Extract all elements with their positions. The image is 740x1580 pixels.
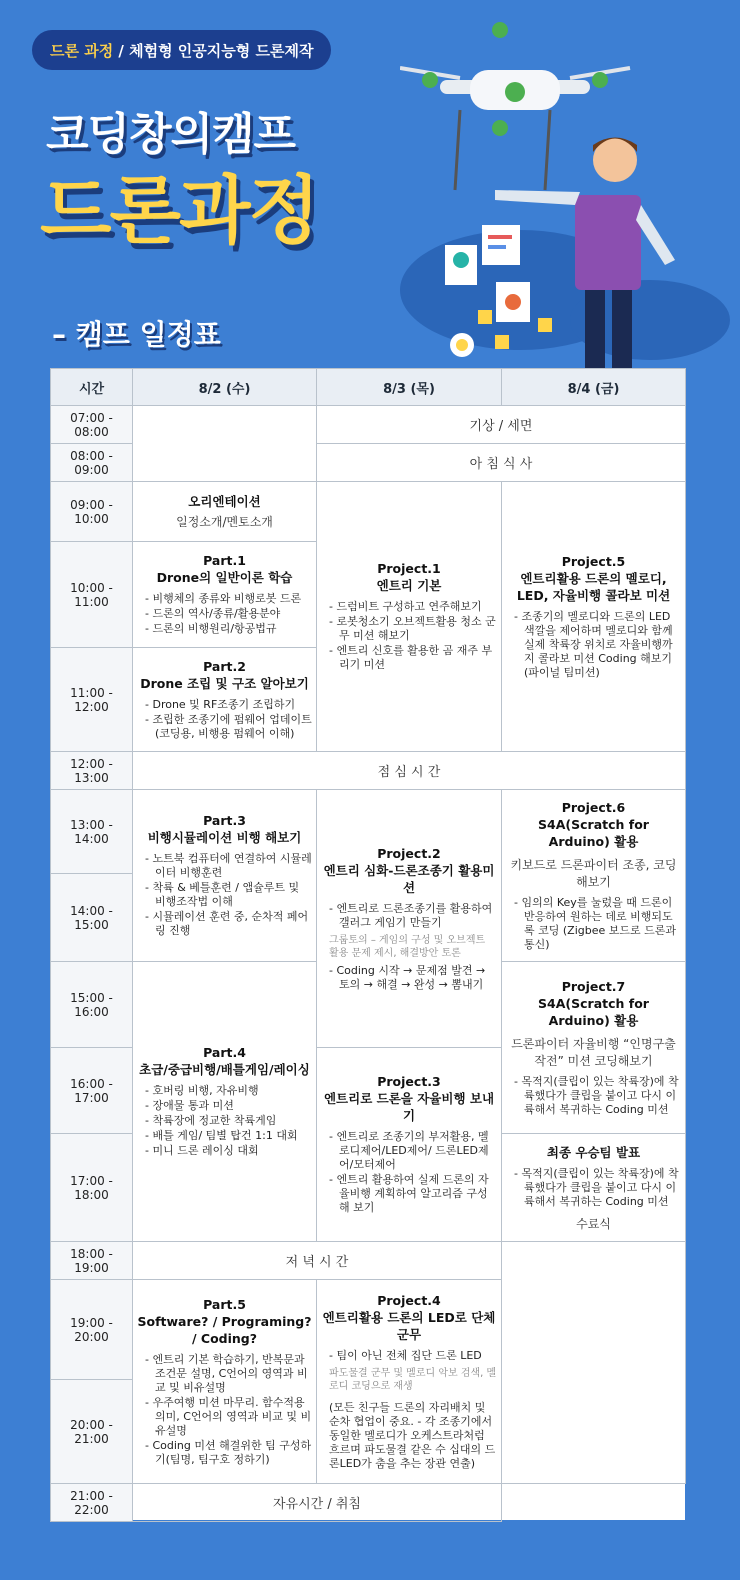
empty-cell xyxy=(133,406,317,482)
part1-cell xyxy=(133,542,317,648)
project6-cell xyxy=(502,790,686,962)
project3-list xyxy=(321,1130,497,1215)
list-item: - 드럼비트 구성하고 연주해보기 xyxy=(329,600,497,614)
breakfast-cell: 아 침 식 사 xyxy=(317,444,686,482)
free-time-cell: 자유시간 / 취침 xyxy=(133,1484,502,1522)
project3-cell xyxy=(317,1048,502,1242)
list-item: - 착륙 & 베틀훈련 / 앱슐루트 및 비행조작법 이해 xyxy=(145,881,312,909)
part5-title2: Software? / Programing? / Coding? xyxy=(137,1313,312,1346)
project6-title1: Project.6 xyxy=(561,799,626,815)
list-item: - 시뮬레이션 훈련 중, 순차적 페어링 진행 xyxy=(145,910,312,938)
project1-title1: Project.1 xyxy=(377,561,441,576)
list-item: - 엔트리 기본 학습하기, 반복문과 조건문 설명, C언어의 영역과 비교 및 비유설명 xyxy=(145,1353,312,1395)
list-item: - 착륙장에 정교한 착륙게임 xyxy=(145,1114,312,1128)
header-day2: 8/3 (목) xyxy=(317,369,502,406)
list-item: - 우주여행 미션 마무리. 함수적용의미, C언어의 영역과 비교 및 비유설명 xyxy=(145,1396,312,1438)
time-slot: 17:00 - 18:00 xyxy=(51,1134,133,1242)
list-item: - Coding 시작 → 문제점 발견 → 토의 → 해결 → 완성 → 뽐내기 xyxy=(329,964,497,992)
schedule-table-wrap xyxy=(50,368,685,1520)
list-item: - 미니 드론 레이싱 대회 xyxy=(145,1144,312,1158)
part4-title2: 초급/중급비행/배틀게임/레이싱 xyxy=(139,1062,310,1077)
part3-title2: 비행시뮬레이션 비행 해보기 xyxy=(147,830,302,845)
project7-title2: S4A(Scratch for Arduino) 활용 xyxy=(538,995,649,1028)
project7-cell xyxy=(502,962,686,1134)
project7-title1: Project.7 xyxy=(561,978,626,994)
project4-title1: Project.4 xyxy=(377,1293,441,1308)
header-time: 시간 xyxy=(51,369,133,406)
time-slot: 18:00 - 19:00 xyxy=(51,1242,133,1280)
time-slot: 09:00 - 10:00 xyxy=(51,482,133,542)
list-item: - 드론의 비행원리/항공법규 xyxy=(145,622,312,636)
header-day1: 8/2 (수) xyxy=(133,369,317,406)
final-title: 최종 우승팀 발표 xyxy=(546,1144,641,1160)
part4-title1: Part.4 xyxy=(203,1045,246,1060)
time-slot: 14:00 - 15:00 xyxy=(51,874,133,962)
course-label: 드론 과정 xyxy=(50,41,114,60)
list-item: - 배틀 게임/ 팀별 탑건 1:1 대회 xyxy=(145,1129,312,1143)
part1-list xyxy=(137,592,312,636)
part5-list xyxy=(137,1353,312,1467)
project1-cell xyxy=(317,482,502,752)
part5-title1: Part.5 xyxy=(203,1296,246,1312)
project1-title2: 엔트리 기본 xyxy=(376,578,442,593)
time-slot: 16:00 - 17:00 xyxy=(51,1048,133,1134)
list-item: - 팀이 아닌 전체 집단 드론 LED xyxy=(329,1349,497,1363)
project6-sub: 키보드로 드론파이터 조종, 코딩해보기 xyxy=(510,857,677,889)
time-slot: 21:00 - 22:00 xyxy=(51,1484,133,1522)
time-slot: 15:00 - 16:00 xyxy=(51,962,133,1048)
part2-cell xyxy=(133,648,317,752)
list-item: - 장애물 통과 미션 xyxy=(145,1099,312,1113)
course-desc: / 체험형 인공지능형 드론제작 xyxy=(113,41,314,60)
list-item: - 드론의 역사/종류/활용분야 xyxy=(145,607,312,621)
list-item: - 목적지(클립이 있는 착륙장)에 착륙했다가 클립을 붙이고 다시 이륙해서 복귀하는 Coding 미션 xyxy=(514,1075,681,1117)
project4-list xyxy=(321,1349,497,1363)
part4-cell xyxy=(133,962,317,1242)
part5-cell xyxy=(133,1280,317,1484)
list-item: - Drone 및 RF조종기 조립하기 xyxy=(145,698,312,712)
wake-cell: 기상 / 세면 xyxy=(317,406,686,444)
list-item: - 엔트리로 드론조종기를 활용하여 갤러그 게임기 만들기 xyxy=(329,902,497,930)
project3-title1: Project.3 xyxy=(377,1074,441,1089)
orientation-title: 오리엔테이션 xyxy=(188,493,261,509)
time-slot: 13:00 - 14:00 xyxy=(51,790,133,874)
part3-title1: Part.3 xyxy=(203,813,246,828)
project4-cell xyxy=(317,1280,502,1484)
list-item: - 조종기의 멜로디와 드론의 LED색깔을 제어하며 멜로디와 함께 실제 착륙장 위치로 자율비행까지 콜라보 미션 Coding 해보기 (파이널 팀미션) xyxy=(514,610,681,680)
drone-teacher-illustration xyxy=(400,20,730,370)
project6-list xyxy=(506,896,681,952)
time-slot: 08:00 - 09:00 xyxy=(51,444,133,482)
list-item: - Coding 미션 해결위한 팀 구성하기(팀명, 팀구호 정하기) xyxy=(145,1439,312,1467)
project2-list xyxy=(321,902,497,930)
time-slot: 20:00 - 21:00 xyxy=(51,1380,133,1484)
project2-title1: Project.2 xyxy=(377,845,441,861)
list-item: - 조립한 조종기에 펌웨어 업데이트 (코딩용, 비행용 펌웨어 이해) xyxy=(145,713,312,741)
list-item: - 목적지(클립이 있는 착륙장)에 착륙했다가 클립을 붙이고 다시 이륙해서 복귀하는 Coding 미션 xyxy=(514,1167,681,1209)
part3-list xyxy=(137,852,312,938)
course-pill xyxy=(32,30,331,70)
project4-title2: 엔트리활용 드론의 LED로 단체군무 xyxy=(322,1310,496,1342)
part3-cell xyxy=(133,790,317,962)
project3-title2: 엔트리로 드론을 자율비행 보내기 xyxy=(323,1091,495,1123)
project5-list xyxy=(506,610,681,680)
time-slot: 11:00 - 12:00 xyxy=(51,648,133,752)
project6-title2: S4A(Scratch for Arduino) 활용 xyxy=(538,816,649,849)
orientation-sub: 일정소개/멘토소개 xyxy=(176,514,273,529)
project4-para: (모든 친구들 드론의 자리배치 및 순차 협업이 중요. - 각 조종기에서 동일한 멜로디가 오케스트라처럼 흐르며 파도물결 같은 수 십대의 드론LED가 춤을 추는 장관 연출) xyxy=(329,1401,496,1470)
project2-note: 그룹토의 – 게임의 구성 및 오브젝트 활용 문제 제시, 해결방안 토론 xyxy=(329,934,486,959)
part2-list xyxy=(137,698,312,741)
part1-title1: Part.1 xyxy=(203,553,246,568)
project7-sub: 드론파이터 자율비행 “인명구출작전” 미션 코딩해보기 xyxy=(511,1036,676,1068)
time-slot: 19:00 - 20:00 xyxy=(51,1280,133,1380)
orientation-cell xyxy=(133,482,317,542)
final-cell xyxy=(502,1134,686,1242)
project2-list2 xyxy=(321,964,497,992)
title-line1: 코딩창의캠프 xyxy=(46,109,296,160)
closing-ceremony: 수료식 xyxy=(576,1216,611,1231)
empty-cell xyxy=(502,1242,686,1484)
part2-title2: Drone 조립 및 구조 알아보기 xyxy=(140,675,309,691)
project5-title1: Project.5 xyxy=(561,553,626,569)
dinner-cell: 저 녁 시 간 xyxy=(133,1242,502,1280)
schedule-heading: – 캠프 일정표 xyxy=(52,318,221,351)
project1-list xyxy=(321,600,497,672)
list-item: - 임의의 Key를 눌렀을 때 드론이 반응하여 원하는 데로 비행되도록 코딩 (Zigbee 보드로 드론과 통신) xyxy=(514,896,681,952)
list-item: - 비행체의 종류와 비행로봇 드론 xyxy=(145,592,312,606)
time-slot: 10:00 - 11:00 xyxy=(51,542,133,648)
schedule-table xyxy=(50,368,686,1522)
time-slot: 12:00 - 13:00 xyxy=(51,752,133,790)
list-item: - 로봇청소기 오브젝트활용 청소 군무 미션 해보기 xyxy=(329,615,497,643)
part4-list xyxy=(137,1084,312,1158)
part1-title2: Drone의 일반이론 학습 xyxy=(156,570,293,585)
project2-title2: 엔트리 심화-드론조종기 활용미션 xyxy=(323,862,495,895)
list-item: - 엔트리 신호를 활용한 곰 재주 부리기 미션 xyxy=(329,644,497,672)
header-day3: 8/4 (금) xyxy=(502,369,686,406)
list-item: - 엔트리로 조종기의 부저활용, 멜로디제어/LED제어/ 드론LED제어/모터제어 xyxy=(329,1130,497,1172)
final-list xyxy=(506,1167,681,1209)
project2-cell xyxy=(317,790,502,1048)
hero-banner xyxy=(0,0,740,370)
project5-cell xyxy=(502,482,686,752)
project5-title2: 엔트리활용 드론의 멜로디, LED, 자율비행 콜라보 미션 xyxy=(516,570,671,603)
project4-note: 파도물결 군무 및 멜로디 악보 검색, 멜로디 코딩으로 재생 xyxy=(329,1368,497,1392)
project7-list xyxy=(506,1075,681,1117)
part2-title1: Part.2 xyxy=(203,658,246,674)
lunch-cell: 점 심 시 간 xyxy=(133,752,686,790)
list-item: - 호버링 비행, 자유비행 xyxy=(145,1084,312,1098)
list-item: - 노트북 컴퓨터에 연결하여 시뮬레이터 비행훈련 xyxy=(145,852,312,880)
title-line2: 드론과정 xyxy=(40,168,318,254)
time-slot: 07:00 - 08:00 xyxy=(51,406,133,444)
list-item: - 엔트리 활용하여 실제 드론의 자율비행 계획하여 알고리즘 구성해 보기 xyxy=(329,1173,497,1215)
